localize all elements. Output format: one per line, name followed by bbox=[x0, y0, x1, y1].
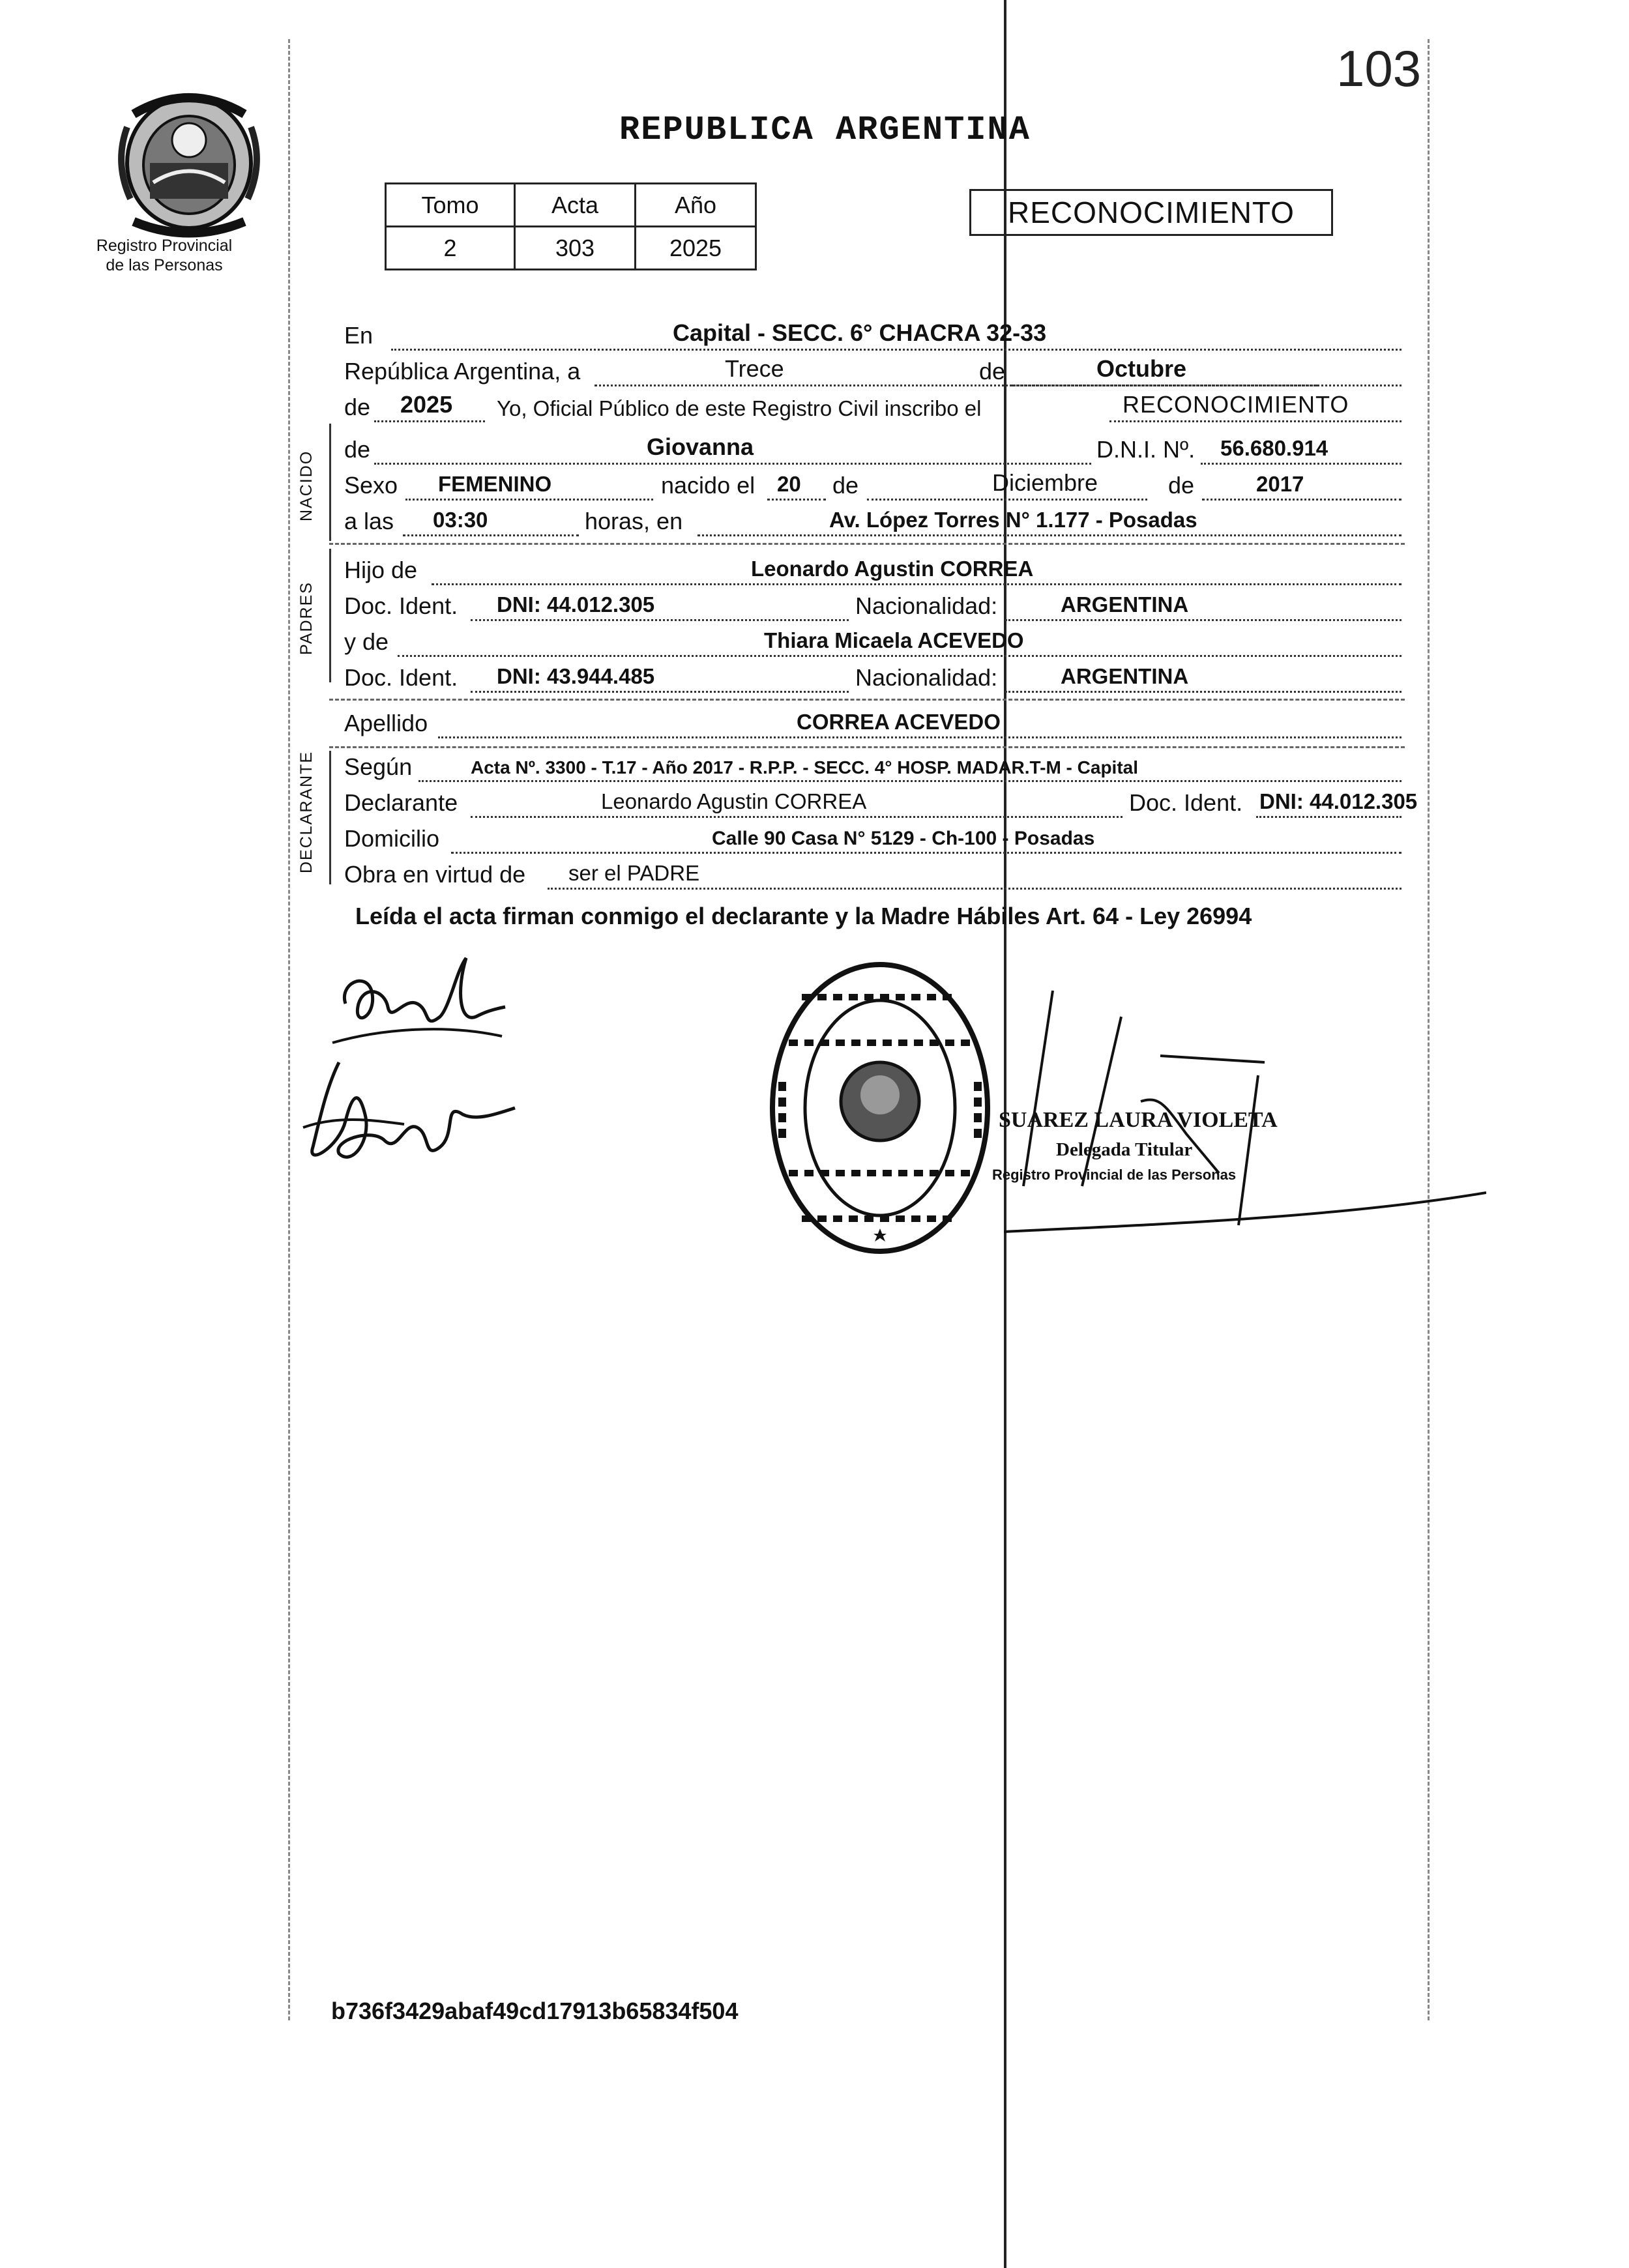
domicilio-value: Calle 90 Casa N° 5129 - Ch-100 - Posadas bbox=[712, 828, 1095, 849]
row-declarante bbox=[340, 787, 1418, 819]
mother-name: Thiara Micaela ACEVEDO bbox=[764, 628, 1024, 652]
row-segun bbox=[340, 751, 1404, 783]
act-word: RECONOCIMIENTO bbox=[1123, 391, 1349, 418]
dotted-line bbox=[1005, 691, 1402, 693]
row-republica bbox=[340, 355, 1404, 388]
row-madre-doc bbox=[340, 662, 1404, 694]
dotted-line bbox=[451, 852, 1402, 854]
dotted-line bbox=[405, 499, 653, 501]
section-divider bbox=[329, 699, 1405, 701]
birth-month: Diciembre bbox=[992, 469, 1098, 496]
left-margin-line bbox=[288, 39, 290, 2020]
dotted-line bbox=[1012, 385, 1402, 386]
provincial-coat-of-arms-logo bbox=[108, 88, 271, 238]
acta-header: Acta bbox=[515, 184, 636, 227]
dotted-line bbox=[767, 499, 826, 501]
dotted-line bbox=[418, 780, 1402, 782]
padres-bar bbox=[329, 549, 331, 682]
official-seal-name: SUAREZ LAURA VIOLETA bbox=[999, 1108, 1278, 1132]
row-apellido bbox=[340, 707, 1404, 740]
declarante-bar bbox=[329, 751, 331, 884]
official-seal-org: Registro Provincial de las Personas bbox=[992, 1167, 1237, 1183]
year-value: 2025 bbox=[400, 391, 453, 418]
document-title: REPUBLICA ARGENTINA bbox=[619, 111, 1031, 149]
birth-day: 20 bbox=[777, 472, 801, 496]
month-value: Octubre bbox=[1096, 355, 1187, 382]
logo-caption-line2: de las Personas bbox=[106, 256, 223, 274]
tomo-header: Tomo bbox=[386, 184, 515, 227]
nacionalidad-label: Nacionalidad: bbox=[855, 664, 998, 691]
document-hash: b736f3429abaf49cd17913b65834f504 bbox=[331, 1998, 739, 2024]
closing-statement: Leída el acta firman conmigo el declarante y la Madre Hábiles Art. 64 - Ley 26994 bbox=[355, 903, 1252, 929]
dotted-line bbox=[374, 463, 1091, 465]
official-stamp bbox=[763, 952, 997, 1264]
row-year bbox=[340, 391, 1404, 424]
hijo-label: Hijo de bbox=[344, 557, 418, 583]
act-type-box: RECONOCIMIENTO bbox=[969, 189, 1333, 236]
alas-label: a las bbox=[344, 508, 394, 534]
official-seal-role: Delegada Titular bbox=[1056, 1139, 1193, 1160]
dotted-line bbox=[391, 349, 1402, 351]
republica-label: República Argentina, a bbox=[344, 358, 581, 385]
dotted-line bbox=[1109, 420, 1402, 422]
dni-label: D.N.I. Nº. bbox=[1096, 436, 1196, 463]
dotted-line bbox=[398, 655, 1402, 657]
doc-label: Doc. Ident. bbox=[344, 664, 458, 691]
anio-value: 2025 bbox=[636, 227, 756, 270]
nacionalidad-label: Nacionalidad: bbox=[855, 592, 998, 619]
dotted-line bbox=[697, 534, 1402, 536]
page-number: 103 bbox=[1336, 40, 1422, 97]
de-label: de bbox=[1168, 472, 1195, 499]
mother-doc: DNI: 43.944.485 bbox=[497, 664, 655, 688]
day-value: Trece bbox=[725, 355, 784, 382]
madre-signature bbox=[300, 1049, 521, 1180]
declarante-doc: DNI: 44.012.305 bbox=[1259, 789, 1418, 813]
padres-section-label: PADRES bbox=[297, 581, 316, 655]
dotted-line bbox=[1005, 619, 1402, 621]
dotted-line bbox=[403, 534, 579, 536]
segun-value: Acta Nº. 3300 - T.17 - Año 2017 - R.P.P. - SECC. 4° HOSP. MADAR.T-M - Capital bbox=[471, 757, 1138, 778]
logo-caption bbox=[73, 236, 256, 275]
row-madre bbox=[340, 626, 1404, 658]
dotted-line bbox=[867, 499, 1147, 501]
row-obra bbox=[340, 858, 1404, 891]
obra-label: Obra en virtud de bbox=[344, 861, 526, 888]
year-prefix-label: de bbox=[344, 394, 371, 420]
dotted-line bbox=[548, 888, 1402, 890]
birth-year: 2017 bbox=[1256, 472, 1304, 496]
apellido-label: Apellido bbox=[344, 710, 428, 736]
declarante-section-label: DECLARANTE bbox=[297, 750, 316, 873]
dotted-line bbox=[1256, 816, 1402, 818]
father-doc: DNI: 44.012.305 bbox=[497, 592, 655, 617]
registry-table bbox=[385, 182, 757, 270]
de-label: de bbox=[979, 358, 1006, 385]
place-value: Capital - SECC. 6° CHACRA 32-33 bbox=[673, 319, 1047, 346]
section-divider bbox=[329, 543, 1405, 545]
obra-value: ser el PADRE bbox=[568, 861, 700, 885]
nacido-bar bbox=[329, 424, 331, 541]
row-padre bbox=[340, 554, 1404, 587]
tomo-value: 2 bbox=[386, 227, 515, 270]
anio-header: Año bbox=[636, 184, 756, 227]
declarante-name: Leonardo Agustin CORREA bbox=[601, 789, 867, 813]
official-text: Yo, Oficial Público de este Registro Civil inscribo el bbox=[497, 396, 982, 420]
doc-label: Doc. Ident. bbox=[1129, 789, 1243, 816]
en-label: En bbox=[344, 322, 374, 349]
row-en bbox=[340, 319, 1404, 352]
dotted-line bbox=[1202, 499, 1402, 501]
de-label: de bbox=[344, 436, 371, 463]
dotted-line bbox=[471, 619, 849, 621]
birth-time: 03:30 bbox=[433, 508, 488, 532]
dotted-line bbox=[374, 420, 485, 422]
dotted-line bbox=[432, 583, 1402, 585]
doc-label: Doc. Ident. bbox=[344, 592, 458, 619]
dotted-line bbox=[1201, 463, 1402, 465]
dotted-line bbox=[438, 736, 1402, 738]
section-divider bbox=[329, 746, 1405, 748]
nacido-section-label: NACIDO bbox=[297, 450, 316, 521]
row-nacido-name bbox=[340, 433, 1404, 466]
horas-label: horas, en bbox=[585, 508, 683, 534]
declarante-label: Declarante bbox=[344, 789, 458, 816]
logo-caption-line1: Registro Provincial bbox=[96, 237, 233, 255]
apellido-value: CORREA ACEVEDO bbox=[797, 710, 1001, 734]
child-dni: 56.680.914 bbox=[1220, 436, 1328, 460]
de-label: de bbox=[832, 472, 859, 499]
segun-label: Según bbox=[344, 753, 413, 780]
nacido-label: nacido el bbox=[661, 472, 756, 499]
child-name: Giovanna bbox=[647, 433, 754, 460]
birth-place: Av. López Torres N° 1.177 - Posadas bbox=[829, 508, 1197, 532]
domicilio-label: Domicilio bbox=[344, 825, 440, 852]
mother-nationality: ARGENTINA bbox=[1061, 664, 1189, 688]
father-nationality: ARGENTINA bbox=[1061, 592, 1189, 617]
sexo-label: Sexo bbox=[344, 472, 398, 499]
row-nacido-hora bbox=[340, 505, 1404, 538]
dotted-line bbox=[471, 816, 1123, 818]
dotted-line bbox=[471, 691, 849, 693]
acta-value: 303 bbox=[515, 227, 636, 270]
declarante-signature bbox=[326, 945, 508, 1056]
sexo-value: FEMENINO bbox=[438, 472, 552, 496]
row-padre-doc bbox=[340, 590, 1404, 622]
yde-label: y de bbox=[344, 628, 389, 655]
father-name: Leonardo Agustin CORREA bbox=[751, 557, 1034, 581]
row-nacido-sexo bbox=[340, 469, 1404, 502]
row-domicilio bbox=[340, 822, 1404, 855]
